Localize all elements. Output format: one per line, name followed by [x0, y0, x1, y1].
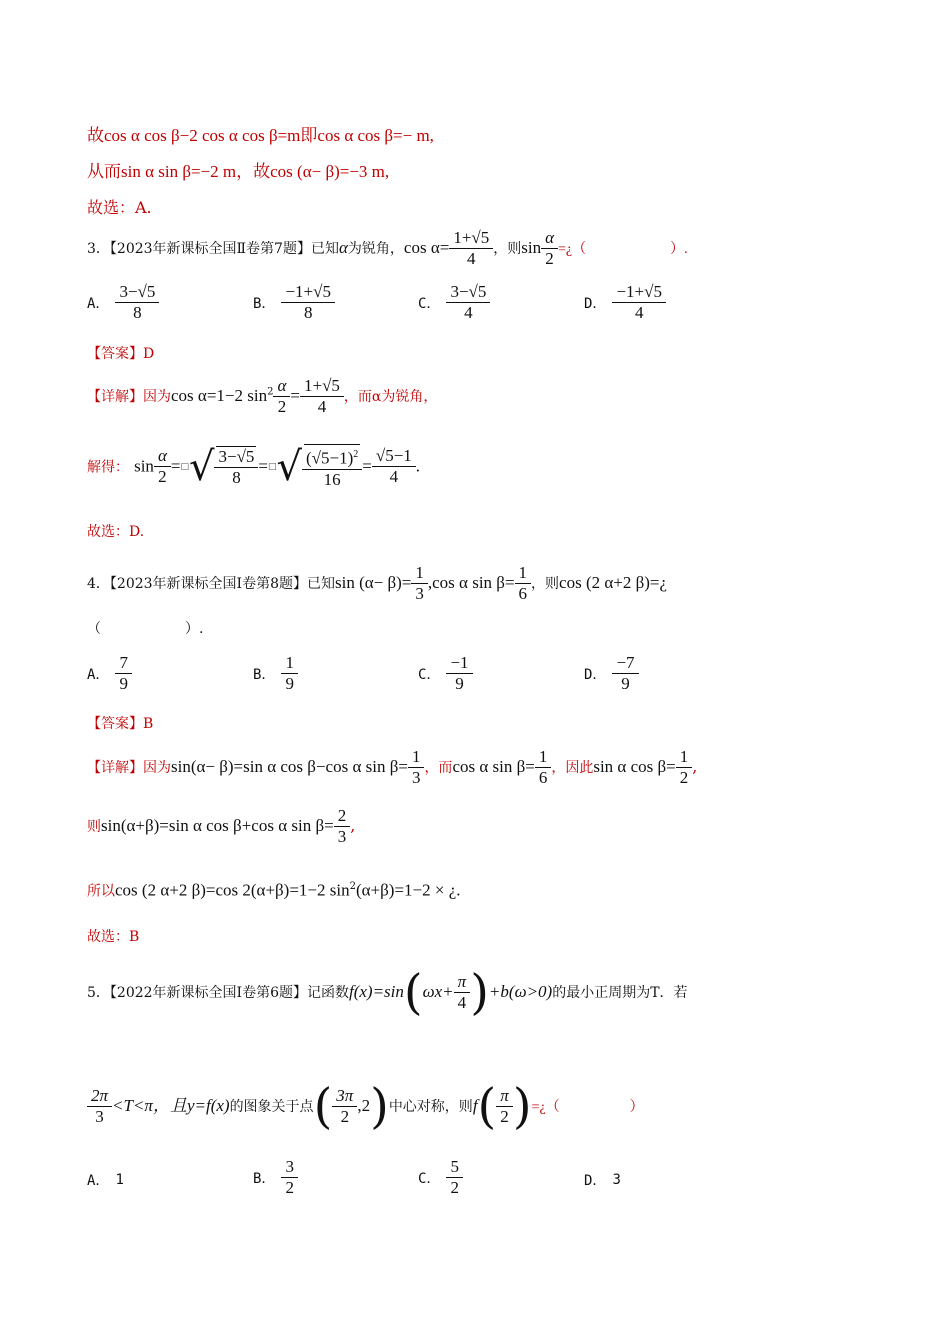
detail-line-3: 所以cos (2 α+2 β)=cos 2(α+β)=1−2 $\sin^2(\alpha+\beta)=1-2$ × ¿.: [87, 880, 461, 900]
detail-line-2: 则sin(α+β)=sin α cos β+cos α sin β= $\frac{2}{3}$ ,: [87, 806, 356, 846]
answer-label: 【答案】B: [87, 716, 154, 732]
choose-d: 故选：D.: [87, 524, 145, 540]
fraction: $\frac{1}{3}$: [410, 747, 423, 788]
option-fraction: $\frac{-1+√5}{8}$: [283, 282, 333, 323]
option-fraction: $\frac{-7}{9}$: [614, 653, 636, 694]
fraction: $\frac{√5-1}{4}$: [374, 446, 414, 487]
option-b[interactable]: B． $\frac{-1+√5}{8}$: [253, 282, 335, 323]
choose-a: 故选：A.: [87, 198, 152, 217]
option-fraction: $\frac{-1}{9}$: [448, 653, 470, 694]
fraction: $\frac{1+√5}{4}$: [451, 228, 491, 269]
option-fraction: $\frac{-1+√5}{4}$: [614, 282, 664, 323]
option-a[interactable]: A． $\frac{7}{9}$: [87, 653, 132, 694]
fraction: $\frac{(√5-1)^2}{16}$: [304, 444, 360, 490]
option-b[interactable]: B． $\frac{3}{2}$: [253, 1157, 298, 1198]
option-c[interactable]: C． $\frac{5}{2}$: [418, 1157, 463, 1198]
radical: □ √ $\frac{(√5-1)^2}{16}$: [268, 444, 362, 490]
option-fraction: $\frac{3-√5}{4}$: [448, 282, 488, 323]
option-d[interactable]: D． $\frac{-7}{9}$: [584, 653, 639, 694]
answer-bracket: （ ）.: [87, 621, 204, 637]
option-a[interactable]: A． 1: [87, 1172, 124, 1189]
fraction: $\frac{2}{3}$: [336, 806, 349, 847]
option-c[interactable]: C． $\frac{-1}{9}$: [418, 653, 473, 694]
fraction: $\frac{\pi}{4}$: [456, 972, 469, 1013]
option-d[interactable]: D． 3: [584, 1172, 621, 1189]
option-fraction: $\frac{3}{2}$: [283, 1157, 296, 1198]
option-c[interactable]: C． $\frac{3-√5}{4}$: [418, 282, 490, 323]
fraction: $\frac{1+√5}{4}$: [302, 376, 342, 417]
solution-line-1: 故cos α cos β−2 cos α cos β=m即cos α cos β=− m,: [87, 126, 434, 145]
detail-line-1: 【详解】因为sin(α− β)=sin α cos β−cos α sin β= $\frac{1}{3}$ ，而cos α sin β= $\frac{1}{6}$ ，因此sin α cos β= $\frac{1}{2}$ ,: [87, 747, 698, 787]
option-fraction: $\frac{7}{9}$: [117, 653, 130, 694]
fraction: $\frac{\alpha}{2}$: [543, 228, 556, 269]
detail-line: 【详解】因为cos α=1−2 $\sin^2$ $\frac{\alpha}{2}$ = $\frac{1+√5}{4}$ ，而α为锐角，: [87, 376, 438, 416]
fraction: $\frac{1}{6}$: [537, 747, 550, 788]
option-d[interactable]: D． $\frac{-1+√5}{4}$: [584, 282, 666, 323]
question-5: 5．【2022年新课标全国Ⅰ卷第6题】记函数f(x)=sin(ωx+ $\frac{\pi}{4}$ )+b(ω>0)的最小正周期为T．若: [87, 964, 688, 1021]
option-fraction: $\frac{1}{9}$: [283, 653, 296, 694]
radical: □ √ $\frac{3-√5}{8}$: [180, 446, 258, 488]
option-fraction: $\frac{5}{2}$: [448, 1157, 461, 1198]
solve-line: 解得： sin $\frac{\alpha}{2}$ = □ √ $\frac{3-√5}{8}$ = □ √ $\frac{(√5-1)^2}{16}$ = $\frac{√5-1}{4}$ .: [87, 443, 421, 490]
fraction: $\frac{3-√5}{8}$: [216, 446, 256, 488]
solution-line-2: 从而sin α sin β=−2 m，故cos (α− β)=−3 m,: [87, 162, 390, 181]
choose-b: 故选：B: [87, 929, 140, 945]
fraction: $\frac{3\pi}{2}$: [334, 1086, 355, 1127]
fraction: $\frac{\alpha}{2}$: [156, 446, 169, 487]
option-b[interactable]: B． $\frac{1}{9}$: [253, 653, 298, 694]
fraction: $\frac{1}{2}$: [678, 747, 691, 788]
fraction: $\frac{1}{3}$: [413, 563, 426, 604]
fraction: $\frac{\pi}{2}$: [498, 1086, 511, 1127]
answer-label: 【答案】D: [87, 346, 155, 362]
question-4: 4．【2023年新课标全国Ⅰ卷第8题】已知sin (α− β)= $\frac{1}{3}$ ,cos α sin β= $\frac{1}{6}$ ，则cos (2 α+2 β)=¿: [87, 563, 668, 603]
fraction: $\frac{\alpha}{2}$: [275, 376, 288, 417]
question-3: 3．【2023年新课标全国Ⅱ卷第7题】已知α为锐角，cos α= $\frac{1+√5}{4}$ ，则sin $\frac{\alpha}{2}$ =¿（ ）.: [87, 228, 688, 268]
option-a[interactable]: A． $\frac{3-√5}{8}$: [87, 282, 159, 323]
fraction: $\frac{2\pi}{3}$: [89, 1086, 110, 1127]
option-fraction: $\frac{3-√5}{8}$: [117, 282, 157, 323]
question-5-line-2: $\frac{2\pi}{3}$ <T<π，且y=f(x)的图象关于点( $\frac{3\pi}{2}$ ,2)中心对称，则f( $\frac{\pi}{2}$ )=¿（ ）: [87, 1086, 644, 1127]
fraction: $\frac{1}{6}$: [517, 563, 530, 604]
